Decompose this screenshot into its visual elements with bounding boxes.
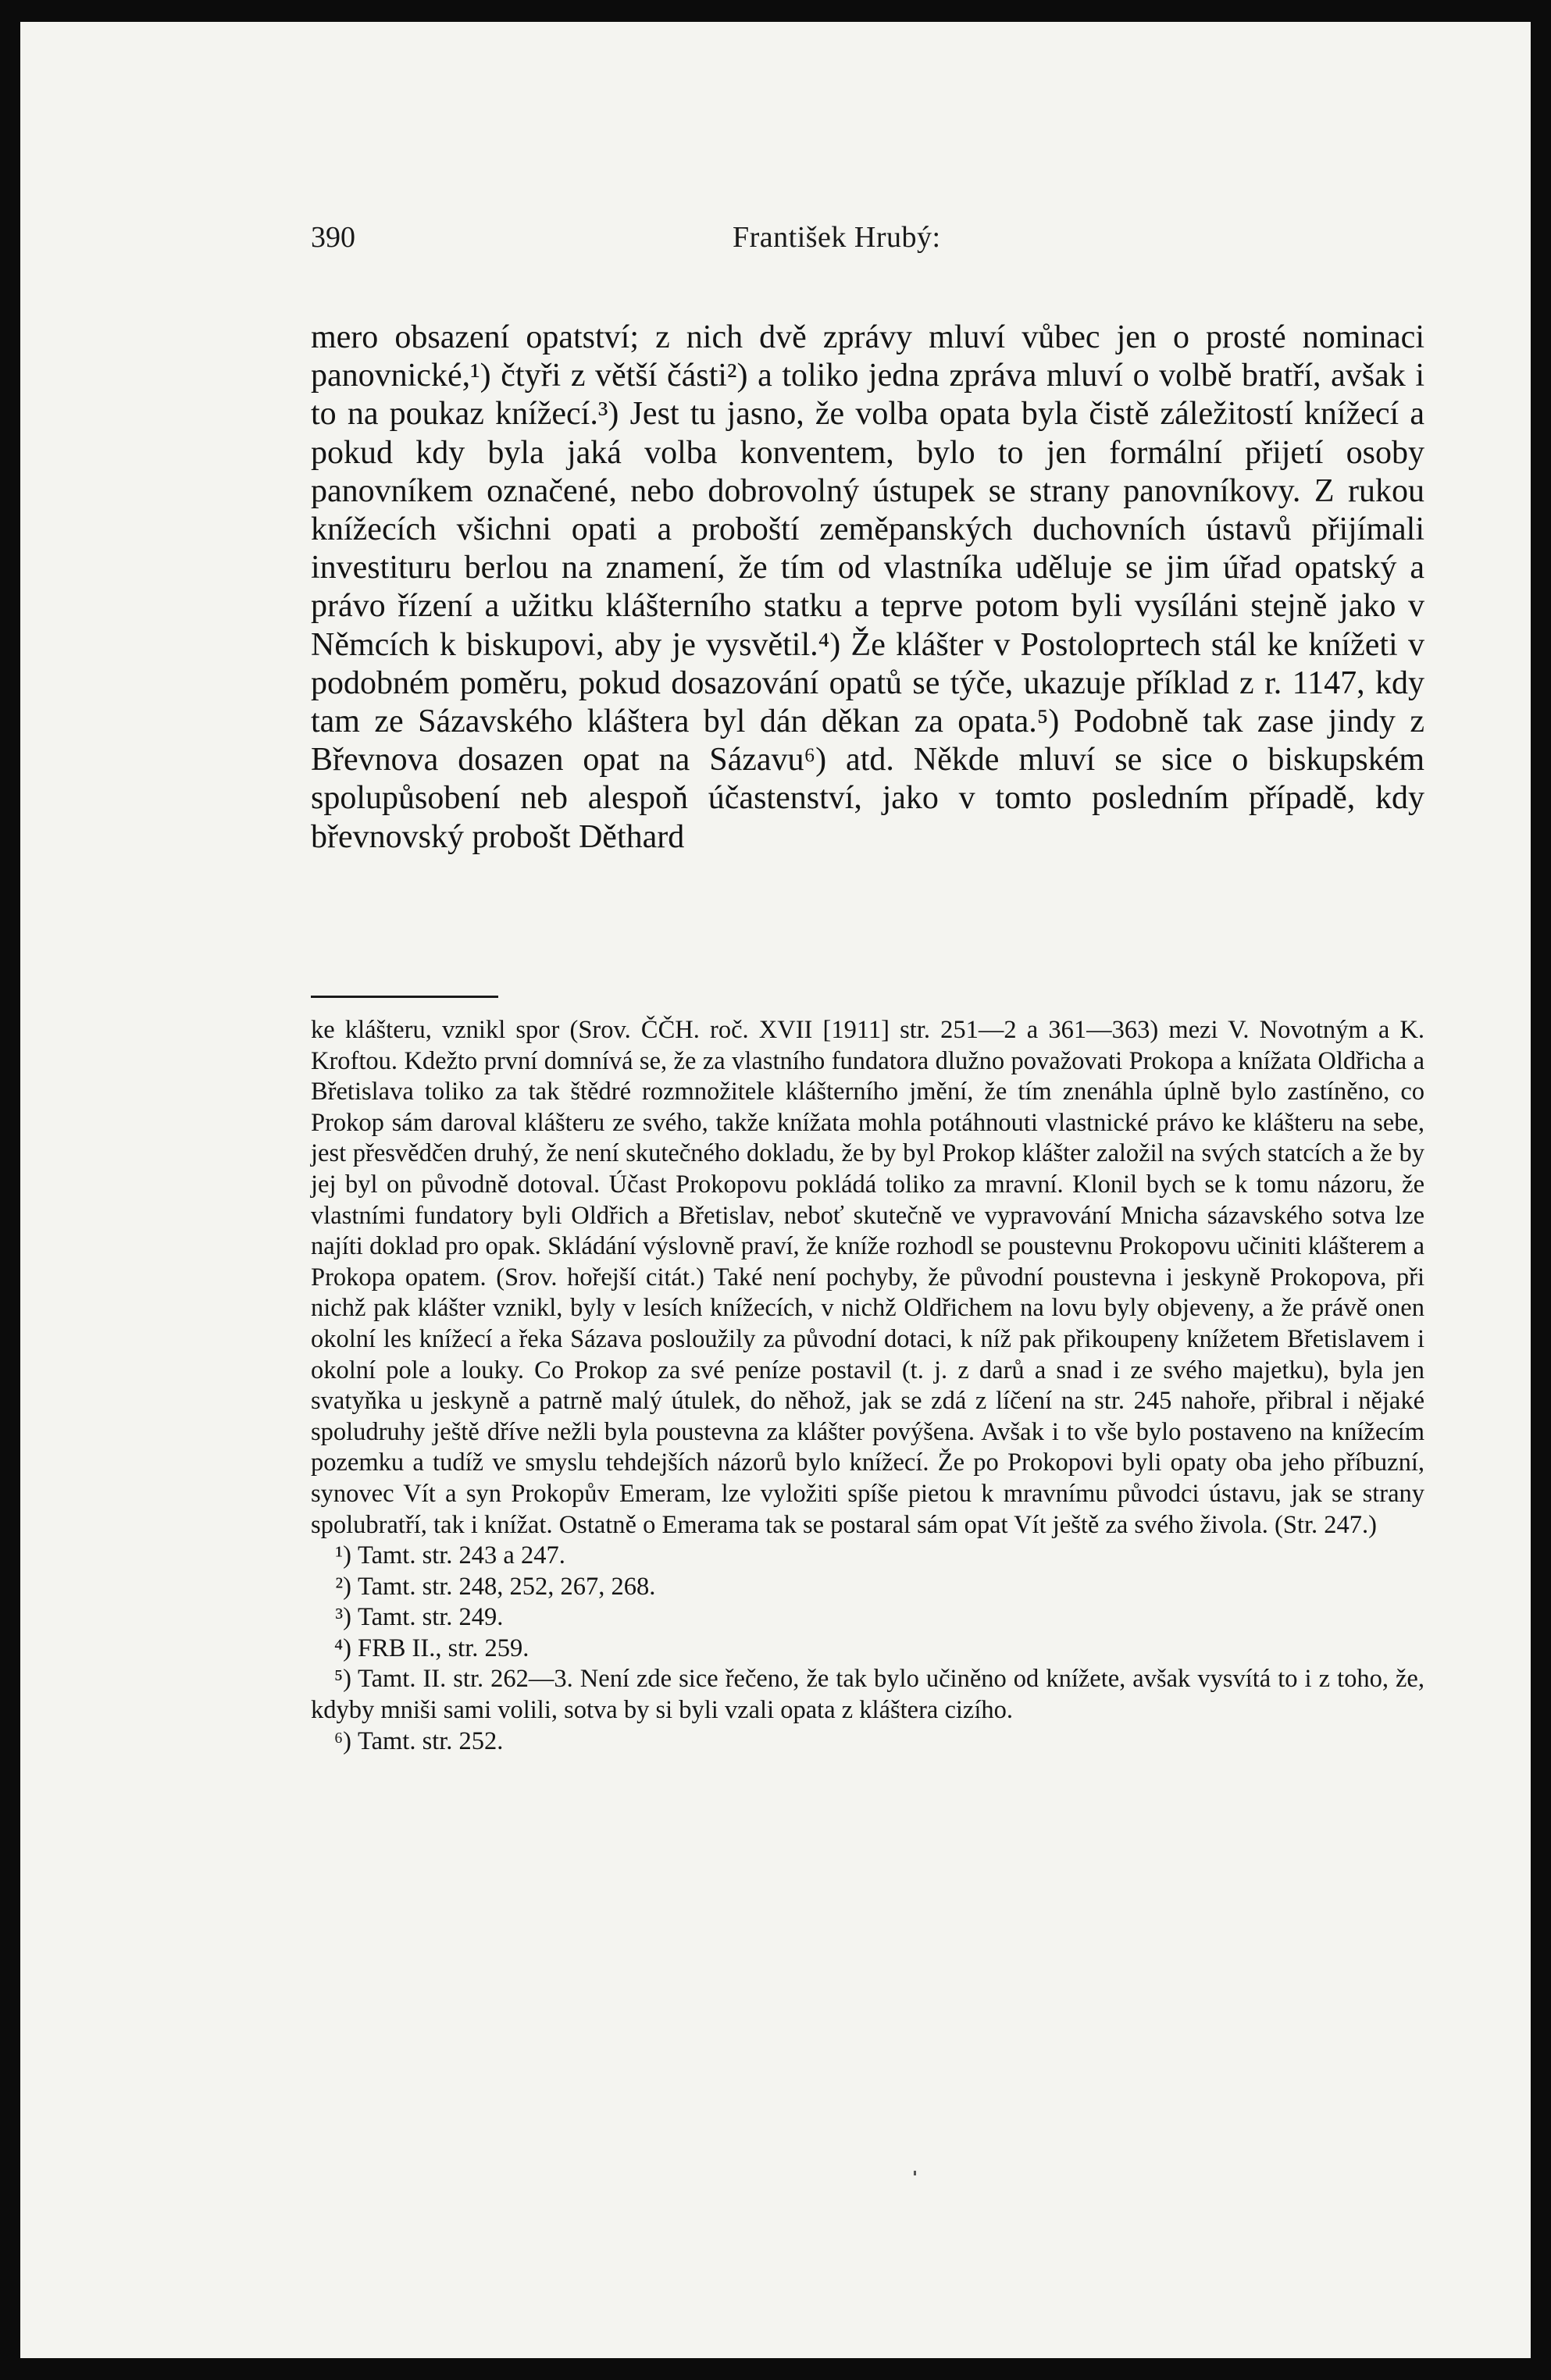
- footnote-1: [311, 1541, 1424, 1572]
- main-paragraph: mero obsazení opatství; z nich dvě zprávy mluví vůbec jen o prosté nominaci panovnické,¹) čtyři z větší části²) a toliko jedna zpráva mluví o volbě bratří, avšak i to na poukaz knížecí.³) Jest tu jasno, že volba opata byla čistě záležitostí knížecí a pokud kdy byla jaká volba konventem, bylo to jen formální přijetí osoby panovníkem označené, nebo dobrovolný ústupek se strany panovníkovy. Z rukou knížecích všichni opati a proboští zeměpanských duchovních ústavů přijímali investituru berlou na znamení, že tím od vlastníka uděluje se jim úřad opatský a právo řízení a užitku klášterního statku a teprve potom byli vysíláni stejně jako v Němcích k biskupovi, aby je vysvětil.⁴) Že klášter v Postoloprtech stál ke knížeti v podobném poměru, pokud dosazování opatů se týče, ukazuje příklad z r. 1147, kdy tam ze Sázavského kláštera byl dán děkan za opata.⁵) Podobně tak zase jindy z Břevnova dosazen opat na Sázavu⁶) atd. Někde mluví se sice o biskupském spolupůsobení neb alespoň účastenství, jako v tomto posledním případě, kdy břevnovský probošt Děthard: [311, 319, 1424, 855]
- footnote-text: Tamt. II. str. 262—3. Není zde sice řečeno, že tak bylo učiněno od knížete, avšak vysvítá to i z toho, že, kdyby mniši sami volili, sotva by si byli vzali opata z kláštera cizího.: [311, 1665, 1424, 1725]
- running-head-author: František Hrubý:: [733, 221, 941, 254]
- footnote-4: [311, 1634, 1424, 1665]
- footnote-mark: ⁴): [333, 1634, 351, 1662]
- print-mark: [914, 2171, 916, 2175]
- footnote-text: Tamt. str. 248, 252, 267, 268.: [358, 1572, 656, 1601]
- footnote-mark: ²): [335, 1572, 351, 1601]
- footnote-text: FRB II., str. 259.: [358, 1634, 529, 1662]
- footnote-3: [311, 1602, 1424, 1634]
- footnotes: [311, 1015, 1424, 1757]
- footnote-text: Tamt. str. 243 a 247.: [358, 1541, 565, 1570]
- footnote-text: Tamt. str. 252.: [358, 1726, 504, 1755]
- footnote-continuation: ke klášteru, vznikl spor (Srov. ČČH. roč. XVII [1911] str. 251—2 a 361—363) mezi V. Novotným a K. Kroftou. Kdežto první domnívá se, že za vlastního fundatora dlužno považovati Prokopa a knížata Oldřicha a Břetislava toliko za tak štědré rozmnožitele klášterního jmění, že tím znenáhla úplně bylo zastíněno, co Prokop sám daroval klášteru ze svého, takže knížata mohla potáhnouti vlastnické právo ke klášteru na sebe, jest přesvědčen druhý, že není skutečného dokladu, že by byl Prokop klášter založil na svých statcích a že by jej byl on původně dotoval. Účast Prokopovu pokládá toliko za mravní. Klonil bych se k tomu názoru, že vlastními fundatory byli Oldřich a Břetislav, neboť skutečně ve vypravování Mnicha sázavského sotva lze najíti doklad pro opak. Skládání výslovně praví, že kníže rozhodl se poustevnu Prokopovu učiniti klášterem a Prokopa opatem. (Srov. hořejší citát.) Také není pochyby, že původní poustevna i jeskyně Prokopova, při nichž pak klášter vznikl, byly v lesích knížecích, v nichž Oldřichem na lovu byly objeveny, a že právě onen okolní les knížecí a řeka Sázava posloužily za původní dotaci, k níž pak přikoupeny knížetem Břetislavem i okolní pole a louky. Co Prokop za své peníze postavil (t. j. z darů a snad i ze svého majetku), byla jen svatyňka u jeskyně a patrně malý útulek, do něhož, jak se zdá z líčení na str. 245 nahoře, přibral i nějaké spoludruhy ještě dříve nežli byla poustevna za klášter povýšena. Avšak i to vše bylo postaveno na knížecím pozemku a tudíž ve smyslu tehdejších názorů bylo knížecí. Že po Prokopovi byli opaty oba jeho příbuzní, synovec Vít a syn Prokopův Emeram, lze vyložiti spíše pietou k mravnímu původci ústavu, jak se strany spolubratří, tak i knížat. Ostatně o Emerama tak se postaral sám opat Vít ještě za svého živola. (Str. 247.): [311, 1016, 1424, 1539]
- footnote-6: [311, 1726, 1424, 1758]
- footnote-mark: ³): [335, 1603, 351, 1632]
- page-number: 390: [311, 221, 355, 254]
- footnote-text: Tamt. str. 249.: [358, 1603, 504, 1632]
- footnote-5: [311, 1664, 1424, 1726]
- footnote-separator: [311, 996, 498, 998]
- footnote-mark: ⁵): [333, 1665, 351, 1694]
- footnote-2: [311, 1572, 1424, 1603]
- footnote-mark: ⁶): [333, 1726, 351, 1755]
- footnote-mark: ¹): [335, 1541, 351, 1570]
- main-text: [311, 319, 1424, 857]
